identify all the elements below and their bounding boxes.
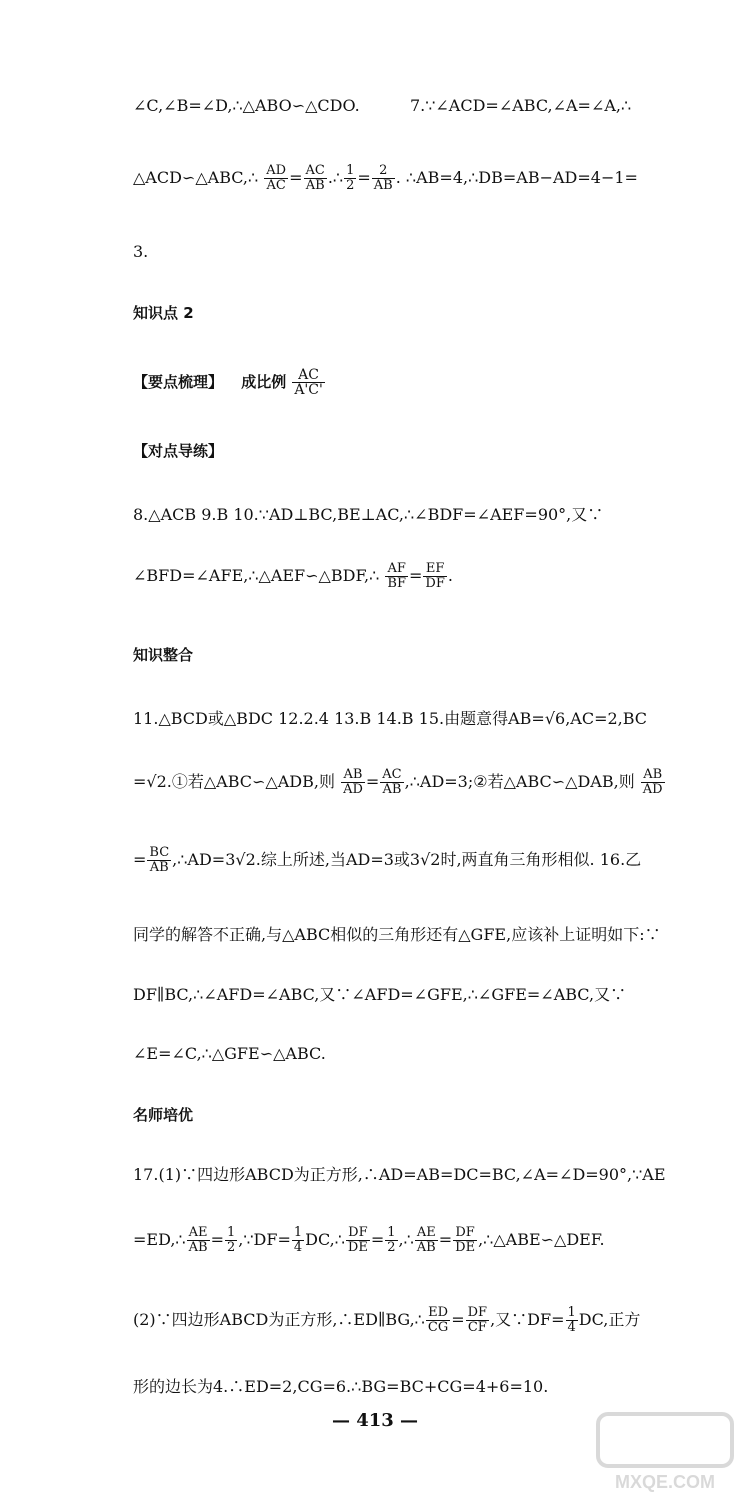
section-heading: 知识点 2	[133, 304, 194, 322]
answer-line: 17.(1)∵四边形ABCD为正方形,∴AD=AB=DC=BC,∠A=∠D=90°,∵AE	[133, 1165, 666, 1184]
fraction: $\frac{2}{AB}$	[373, 163, 393, 193]
label: 【要点梳理】	[133, 373, 224, 391]
fraction: $\frac{AB}{AD}$	[343, 767, 363, 797]
text: =ED,∴	[133, 1230, 186, 1249]
text: ,又∵DF=	[490, 1310, 565, 1329]
fraction: $\frac{1}{2}$	[387, 1225, 396, 1255]
fraction: $\frac{AC}{AB}$	[382, 767, 402, 797]
fraction: $\frac{1}{2}$	[226, 1225, 236, 1255]
fraction: $\frac{EF}{DF}$	[425, 561, 445, 591]
text: (2)∵四边形ABCD为正方形,∴ED∥BG,∴	[133, 1310, 425, 1329]
text: ,∵DF=	[238, 1230, 291, 1249]
answer-line: ∠BFD=∠AFE,∴△AEF∽△BDF,∴ $\frac{AF}{BF}$ = $\frac{EF}{DF}$ .	[133, 561, 453, 591]
answer-line: 同学的解答不正确,与△ABC相似的三角形还有△GFE,应该补上证明如下:∵	[133, 925, 661, 944]
fraction: $\frac{DF}{DE}$	[455, 1225, 476, 1255]
answer-line: 3.	[133, 242, 149, 261]
section-heading: 名师培优	[133, 1106, 194, 1124]
text: DC,∴	[305, 1230, 345, 1249]
answer-line: 11.△BCD或△BDC 12.2.4 13.B 14.B 15.由题意得AB=√6,AC=2,BC	[133, 709, 648, 728]
answer-line: 形的边长为4.∴ED=2,CG=6.∴BG=BC+CG=4+6=10.	[133, 1377, 549, 1396]
text: ∠BFD=∠AFE,∴△AEF∽△BDF,∴	[133, 566, 380, 585]
text: ,∴AD=3;②若△ABC∽△DAB,则	[404, 772, 635, 791]
fraction: $\frac{AD}{AC}$	[266, 163, 287, 193]
answer-line: 8.△ACB 9.B 10.∵AD⊥BC,BE⊥AC,∴∠BDF=∠AEF=90°,又∵	[133, 505, 604, 524]
section-heading: 知识整合	[133, 646, 194, 664]
answer-line: △ACD∽△ABC,∴ $\frac{AD}{AC}$ = $\frac{AC}{AB}$ .∴ $\frac{1}{2}$ = $\frac{2}{AB}$ . ∴AB=4,∴DB=AB−AD=4−1=	[133, 163, 638, 193]
fraction: $\frac{1}{2}$	[346, 163, 355, 193]
text: ∠C,∠B=∠D,∴△ABO∽△CDO.	[133, 96, 360, 115]
answer-line: (2)∵四边形ABCD为正方形,∴ED∥BG,∴ $\frac{ED}{CG}$ = $\frac{DF}{CF}$ ,又∵DF= $\frac{1}{4}$ DC,正方	[133, 1305, 641, 1335]
fraction: $\frac{AE}{AB}$	[188, 1225, 208, 1255]
answer-line: =ED,∴ $\frac{AE}{AB}$ = $\frac{1}{2}$ ,∵DF= $\frac{1}{4}$ DC,∴ $\frac{DF}{DE}$ = $\frac{1}{2}$ ,∴ $\frac{AE}{AB}$ = $\frac{DF}{DE}$ ,∴△ABE∽△DEF.	[133, 1225, 605, 1255]
text: 成比例	[241, 373, 287, 391]
watermark-logo	[590, 1408, 740, 1498]
key-points-line	[133, 368, 730, 397]
text: ,∴AD=3√2.综上所述,当AD=3或3√2时,两直角三角形相似. 16.乙	[172, 850, 642, 869]
svg-text:MXQE.COM: MXQE.COM	[614, 1472, 716, 1492]
text: ,∴	[398, 1230, 414, 1249]
text: ∴AB=4,∴DB=AB−AD=4−1=	[405, 168, 638, 187]
answer-line: =√2.①若△ABC∽△ADB,则 $\frac{AB}{AD}$ = $\frac{AC}{AB}$ ,∴AD=3;②若△ABC∽△DAB,则 $\frac{AB}{AD}$	[133, 767, 663, 797]
fraction: $\frac{AC}{A'C'}$	[294, 367, 323, 398]
fraction: $\frac{AE}{AB}$	[416, 1225, 436, 1255]
fraction: $\frac{1}{4}$	[567, 1305, 576, 1335]
text: =√2.①若△ABC∽△ADB,则	[133, 772, 335, 791]
fraction: $\frac{1}{4}$	[293, 1225, 303, 1255]
fraction: $\frac{AF}{BF}$	[387, 561, 406, 591]
text: DC,正方	[578, 1310, 641, 1329]
answer-line: DF∥BC,∴∠AFD=∠ABC,又∵∠AFD=∠GFE,∴∠GFE=∠ABC,又∵	[133, 985, 627, 1004]
answer-line	[133, 96, 730, 115]
fraction: $\frac{DF}{CF}$	[467, 1305, 488, 1335]
section-heading: 【对点导练】	[133, 442, 224, 460]
answer-line: = $\frac{BC}{AB}$ ,∴AD=3√2.综上所述,当AD=3或3√2时,两直角三角形相似. 16.乙	[133, 845, 642, 875]
page-number: — 413 —	[331, 1410, 419, 1431]
fraction: $\frac{AC}{AB}$	[305, 163, 325, 193]
answer-line: ∠E=∠C,∴△GFE∽△ABC.	[133, 1044, 326, 1063]
fraction: $\frac{ED}{CG}$	[427, 1305, 449, 1335]
text: 7.∵∠ACD=∠ABC,∠A=∠A,∴	[409, 96, 632, 115]
fraction: $\frac{AB}{AD}$	[642, 767, 663, 797]
fraction: $\frac{BC}{AB}$	[149, 845, 170, 875]
fraction: $\frac{DF}{DE}$	[347, 1225, 368, 1255]
text: △ACD∽△ABC,∴	[133, 168, 259, 187]
text: ,∴△ABE∽△DEF.	[478, 1230, 605, 1249]
